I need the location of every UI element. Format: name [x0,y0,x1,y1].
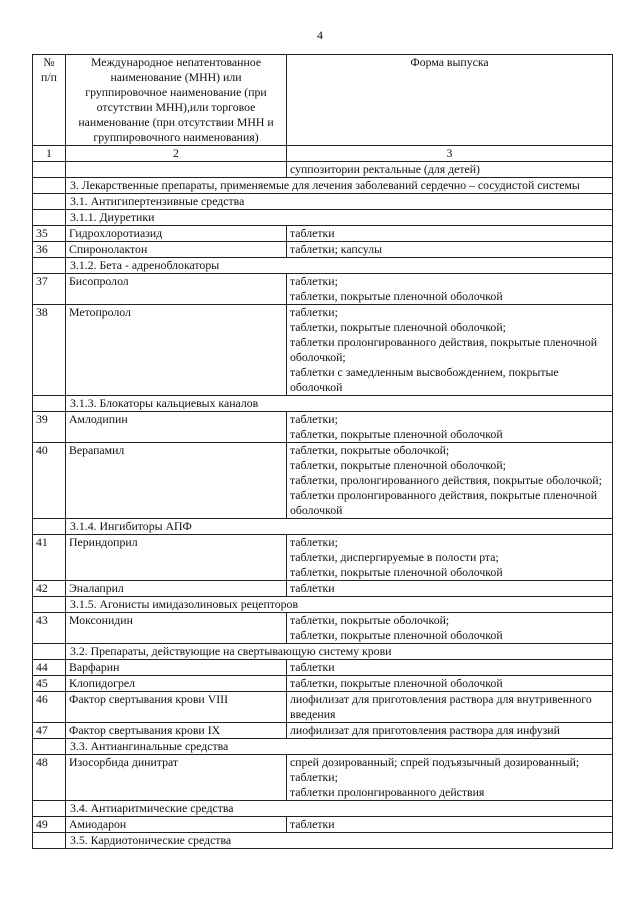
drug-name: Метопролол [66,305,287,396]
table-body [33,55,613,849]
row-number: 44 [33,660,66,676]
section-row [33,644,613,660]
dosage-form: таблетки, покрытые пленочной оболочкой [290,427,503,441]
empty-cell [33,194,66,210]
table-row [33,305,613,396]
dosage-forms [287,692,613,723]
dosage-form: лиофилизат для приготовления раствора для внутривенного введения [290,692,592,721]
table-row [33,676,613,692]
dosage-forms [287,162,613,178]
section-title: 3.1. Антигипертензивные средства [66,194,613,210]
dosage-forms [287,412,613,443]
row-number: 42 [33,581,66,597]
dosage-form: таблетки пролонгированного действия, покрытые пленочной оболочкой [290,488,598,517]
empty-cell [33,178,66,194]
section-row [33,833,613,849]
column-number-row [33,146,613,162]
dosage-form: таблетки, покрытые оболочкой; [290,443,450,457]
dosage-forms [287,723,613,739]
dosage-forms [287,755,613,801]
drug-name: Бисопролол [66,274,287,305]
dosage-forms [287,676,613,692]
table-row [33,162,613,178]
row-number: 46 [33,692,66,723]
dosage-forms [287,817,613,833]
dosage-form: таблетки пролонгированного действия, покрытые пленочной оболочкой; [290,335,598,364]
dosage-forms [287,535,613,581]
dosage-form: таблетки, покрытые пленочной оболочкой [290,289,503,303]
section-title: 3.1.1. Диуретики [66,210,613,226]
section-title: 3.1.2. Бета - адреноблокаторы [66,258,613,274]
table-row [33,613,613,644]
section-title: 3.2. Препараты, действующие на свертывающую систему крови [66,644,613,660]
table-row [33,692,613,723]
row-number: 43 [33,613,66,644]
section-title: 3.1.5. Агонисты имидазолиновых рецепторов [66,597,613,613]
header-row [33,55,613,146]
dosage-form: таблетки, пролонгированного действия, покрытые оболочкой; [290,473,602,487]
table-row [33,535,613,581]
table-row [33,723,613,739]
row-number [33,162,66,178]
dosage-forms [287,305,613,396]
table-row [33,412,613,443]
dosage-forms [287,443,613,519]
table-row [33,443,613,519]
dosage-form: таблетки, покрытые пленочной оболочкой [290,628,503,642]
drug-name: Изосорбида динитрат [66,755,287,801]
section-row [33,597,613,613]
drug-name: Амиодарон [66,817,287,833]
row-number: 38 [33,305,66,396]
section-title: 3.4. Антиаритмические средства [66,801,613,817]
section-row [33,739,613,755]
empty-cell [33,258,66,274]
empty-cell [33,597,66,613]
column-number: 1 [33,146,66,162]
dosage-form: таблетки [290,581,335,595]
drug-name: Клопидогрел [66,676,287,692]
section-row [33,194,613,210]
column-number: 3 [287,146,613,162]
table-row [33,226,613,242]
dosage-form: таблетки, покрытые пленочной оболочкой [290,565,503,579]
drug-name: Фактор свертывания крови IX [66,723,287,739]
section-row [33,178,613,194]
row-number: 41 [33,535,66,581]
drug-list-table [32,54,613,849]
dosage-form: таблетки, покрытые пленочной оболочкой [290,676,503,690]
empty-cell [33,396,66,412]
empty-cell [33,519,66,535]
empty-cell [33,801,66,817]
table-row [33,581,613,597]
dosage-form: таблетки; [290,274,338,288]
row-number: 36 [33,242,66,258]
drug-name: Гидрохлоротиазид [66,226,287,242]
drug-name: Верапамил [66,443,287,519]
section-title: 3.1.3. Блокаторы кальциевых каналов [66,396,613,412]
dosage-forms [287,242,613,258]
empty-cell [33,210,66,226]
dosage-forms [287,226,613,242]
row-number: 39 [33,412,66,443]
header-num: № п/п [33,55,66,146]
section-title: 3.5. Кардиотонические средства [66,833,613,849]
drug-name: Амлодипин [66,412,287,443]
page-number: 4 [317,28,323,42]
dosage-forms [287,581,613,597]
section-row [33,210,613,226]
drug-name: Спиронолактон [66,242,287,258]
section-row [33,519,613,535]
drug-name [66,162,287,178]
drug-name: Фактор свертывания крови VIII [66,692,287,723]
dosage-forms [287,274,613,305]
row-number: 45 [33,676,66,692]
header-name: Международное непатентованное наименование (МНН) или группировочное наименование (при отсутствии МНН),или торговое наименование (при отсутствии МНН и группировочного наименования) [66,55,287,146]
column-number: 2 [66,146,287,162]
dosage-form: таблетки; [290,305,338,319]
dosage-form: спрей дозированный; спрей подъязычный дозированный; таблетки; [290,755,580,784]
drug-name: Периндоприл [66,535,287,581]
empty-cell [33,739,66,755]
empty-cell [33,833,66,849]
section-row [33,801,613,817]
table-row [33,817,613,833]
row-number: 40 [33,443,66,519]
row-number: 49 [33,817,66,833]
dosage-forms [287,613,613,644]
dosage-forms [287,660,613,676]
dosage-form: таблетки, покрытые пленочной оболочкой; [290,458,506,472]
section-row [33,258,613,274]
dosage-form: таблетки с замедленным высвобождением, покрытые оболочкой [290,365,559,394]
dosage-form: таблетки пролонгированного действия [290,785,485,799]
drug-name: Моксонидин [66,613,287,644]
table-row [33,274,613,305]
table-row [33,660,613,676]
row-number: 48 [33,755,66,801]
dosage-form: лиофилизат для приготовления раствора для инфузий [290,723,560,737]
section-title: 3.1.4. Ингибиторы АПФ [66,519,613,535]
table-row [33,755,613,801]
empty-cell [33,644,66,660]
section-title: 3. Лекарственные препараты, применяемые для лечения заболеваний сердечно – сосудистой системы [66,178,613,194]
dosage-form: таблетки; [290,412,338,426]
dosage-form: таблетки [290,660,335,674]
dosage-form: таблетки [290,817,335,831]
section-row [33,396,613,412]
row-number: 37 [33,274,66,305]
drug-name: Варфарин [66,660,287,676]
row-number: 47 [33,723,66,739]
dosage-form: таблетки; капсулы [290,242,383,256]
drug-name: Эналаприл [66,581,287,597]
section-title: 3.3. Антиангинальные средства [66,739,613,755]
dosage-form: таблетки, диспергируемые в полости рта; [290,550,499,564]
row-number: 35 [33,226,66,242]
table-row [33,242,613,258]
dosage-form: суппозитории ректальные (для детей) [290,162,480,176]
dosage-form: таблетки, покрытые пленочной оболочкой; [290,320,506,334]
dosage-form: таблетки [290,226,335,240]
header-form: Форма выпуска [287,55,613,146]
dosage-form: таблетки; [290,535,338,549]
dosage-form: таблетки, покрытые оболочкой; [290,613,450,627]
